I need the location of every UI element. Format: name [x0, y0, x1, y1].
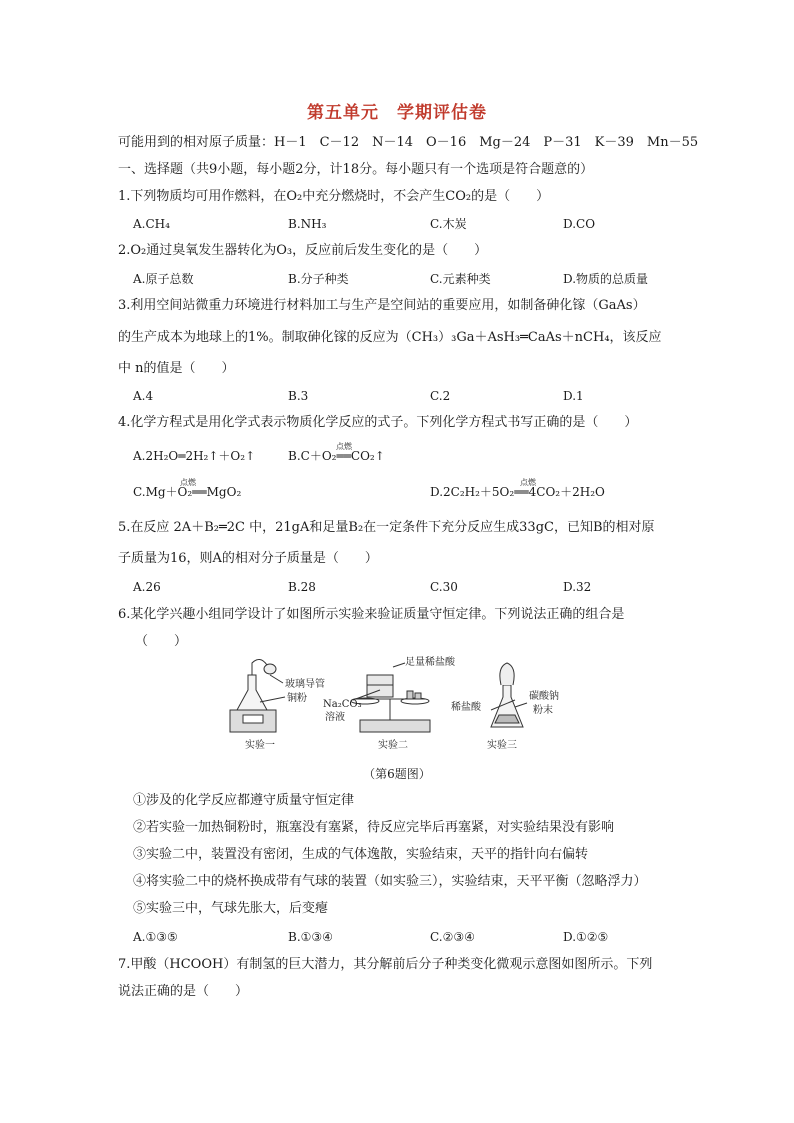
experiment-3-apparatus — [491, 663, 527, 727]
section-heading: 一、选择题（共9小题，每小题2分，计18分。每小题只有一个选项是符合题意的） — [118, 162, 594, 177]
q1-option-d: D.CO — [563, 217, 596, 231]
q3-option-c: C.2 — [430, 389, 451, 403]
q1-option-c: C.木炭 — [430, 217, 467, 231]
label-na2co3: Na₂CO₃ — [323, 699, 362, 710]
page-title: 第五单元 学期评估卷 — [307, 103, 487, 123]
q4-b-condition: 点燃 — [336, 442, 352, 451]
q5-option-c: C.30 — [430, 580, 458, 594]
q3-option-d: D.1 — [563, 389, 584, 403]
experiment-2-balance — [351, 663, 430, 732]
q6-option-c: C.②③④ — [430, 930, 475, 944]
label-copper: 铜粉 — [287, 693, 307, 704]
q1-option-a: A.CH₄ — [133, 217, 170, 231]
q3-stem-line2: 的生产成本为地球上的1%。制取砷化镓的反应为（CH₃）₃Ga＋AsH₃═CaAs＋nCH₄，该反应 — [118, 330, 662, 345]
q6-statement-2: ②若实验一加热铜粉时，瓶塞没有塞紧，待反应完毕后再塞紧，对实验结果没有影响 — [133, 820, 615, 835]
q4-option-a: A.2H₂O═2H₂↑＋O₂↑ — [133, 449, 256, 463]
q4-c-condition: 点燃 — [180, 478, 196, 487]
q6-option-a: A.①③⑤ — [133, 930, 178, 944]
q2-stem: 2.O₂通过臭氧发生器转化为O₃，反应前后发生变化的是（ ） — [118, 243, 488, 258]
q5-stem-line2: 子质量为16，则A的相对分子质量是（ ） — [118, 551, 378, 566]
q4-option-b: B.C＋O₂══CO₂↑ — [288, 449, 385, 463]
q1-option-b: B.NH₃ — [288, 217, 327, 231]
q7-stem-line2: 说法正确的是（ ） — [118, 984, 249, 999]
q5-option-d: D.32 — [563, 580, 592, 594]
figure-caption: （第6题图） — [363, 767, 431, 781]
experiment-figure — [215, 655, 575, 755]
label-glass-tube: 玻璃导管 — [285, 679, 325, 690]
q4-stem: 4.化学方程式是用化学式表示物质化学反应的式子。下列化学方程式书写正确的是（ ） — [118, 415, 638, 430]
q6-option-b: B.①③④ — [288, 930, 333, 944]
label-solution: 溶液 — [325, 712, 345, 723]
label-hcl-excess: 足量稀盐酸 — [405, 657, 455, 668]
q5-option-b: B.28 — [288, 580, 316, 594]
q3-option-b: B.3 — [288, 389, 309, 403]
q6-statement-5: ⑤实验三中，气球先胀大，后变瘪 — [133, 901, 329, 916]
q2-option-b: B.分子种类 — [288, 272, 349, 286]
label-exp3: 实验三 — [487, 740, 517, 751]
q6-stem-line2: （ ） — [135, 634, 188, 649]
q6-stem-line1: 6.某化学兴趣小组同学设计了如图所示实验来验证质量守恒定律。下列说法正确的组合是 — [118, 607, 625, 622]
q3-stem-line3: 中 n的值是（ ） — [118, 361, 235, 376]
q6-statement-1: ①涉及的化学反应都遵守质量守恒定律 — [133, 793, 355, 808]
q2-option-d: D.物质的总质量 — [563, 272, 649, 286]
q3-option-a: A.4 — [133, 389, 154, 403]
q5-stem-line1: 5.在反应 2A＋B₂═2C 中，21gA和足量B₂在一定条件下充分反应生成33gC，已知B的相对原 — [118, 520, 655, 535]
experiment-1-apparatus — [230, 659, 285, 732]
label-dilute-hcl: 稀盐酸 — [451, 702, 481, 713]
label-exp1: 实验一 — [245, 740, 275, 751]
label-exp2: 实验二 — [378, 740, 408, 751]
q6-statement-3: ③实验二中，装置没有密闭，生成的气体逸散，实验结束，天平的指针向右偏转 — [133, 847, 589, 862]
q2-option-a: A.原子总数 — [133, 272, 194, 286]
q3-stem-line1: 3.利用空间站微重力环境进行材料加工与生产是空间站的重要应用，如制备砷化镓（GaAs） — [118, 298, 646, 313]
q2-option-c: C.元素种类 — [430, 272, 491, 286]
q4-option-d: D.2C₂H₂＋5O₂══4CO₂＋2H₂O — [430, 485, 605, 499]
atomic-masses: 可能用到的相对原子质量：H－1 C－12 N－14 O－16 Mg－24 P－31 K－39 Mn－55 — [118, 135, 699, 150]
q1-stem: 1.下列物质均可用作燃料，在O₂中充分燃烧时，不会产生CO₂的是（ ） — [118, 189, 550, 204]
q4-option-c: C.Mg＋O₂══MgO₂ — [133, 485, 242, 499]
q7-stem-line1: 7.甲酸（HCOOH）有制氢的巨大潜力，其分解前后分子种类变化微观示意图如图所示。下列 — [118, 957, 653, 972]
q6-option-d: D.①②⑤ — [563, 930, 609, 944]
q5-option-a: A.26 — [133, 580, 161, 594]
label-powder: 粉末 — [533, 705, 553, 716]
q6-statement-4: ④将实验二中的烧杯换成带有气球的装置（如实验三），实验结束，天平平衡（忽略浮力） — [133, 874, 647, 889]
q4-d-condition: 点燃 — [520, 478, 536, 487]
label-sodium-carbonate: 碳酸钠 — [529, 691, 559, 702]
